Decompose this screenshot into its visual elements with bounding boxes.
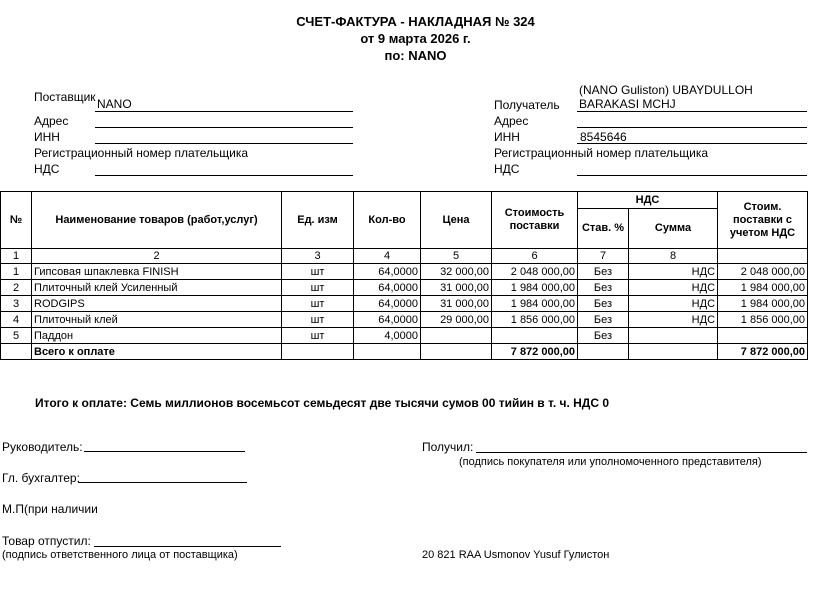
cell-total: 1 984 000,00 <box>718 296 808 312</box>
cell-rate: Без <box>578 312 629 328</box>
total-label: Всего к оплате <box>32 344 282 360</box>
header-vat-sum: Сумма <box>629 209 718 249</box>
cell-rate: Без <box>578 280 629 296</box>
cell-unit: шт <box>282 328 354 344</box>
header-vat-rate: Став. % <box>578 209 629 249</box>
director-sign-line <box>84 451 245 452</box>
recipient-name-line2: BARAKASI MCHJ <box>579 97 676 111</box>
total-row <box>1 344 808 360</box>
supplier-name: NANO <box>97 97 132 111</box>
total-empty <box>1 344 32 360</box>
col-number: 8 <box>629 249 718 264</box>
header-no: № <box>1 192 32 249</box>
cell-total: 1 984 000,00 <box>718 280 808 296</box>
total-with-vat: 7 872 000,00 <box>718 344 808 360</box>
supplier-reg-label: Регистрационный номер плательщика <box>34 146 249 160</box>
total-empty <box>421 344 492 360</box>
supplier-label: Поставщик <box>34 90 96 104</box>
cell-qty: 64,0000 <box>354 312 421 328</box>
cell-total: 1 856 000,00 <box>718 312 808 328</box>
released-sign-line <box>94 546 281 547</box>
total-empty <box>629 344 718 360</box>
supplier-nds-line <box>95 175 353 176</box>
cell-no: 4 <box>1 312 32 328</box>
director-label: Руководитель: <box>2 440 83 454</box>
cell-total <box>718 328 808 344</box>
cell-rate: Без <box>578 296 629 312</box>
recipient-inn-line <box>577 143 807 144</box>
total-empty <box>282 344 354 360</box>
header-unit: Ед. изм <box>282 192 354 249</box>
table-row <box>1 328 808 344</box>
cell-price: 32 000,00 <box>421 264 492 280</box>
col-number: 7 <box>578 249 629 264</box>
cell-name: RODGIPS <box>32 296 282 312</box>
header-price: Цена <box>421 192 492 249</box>
accountant-sign-line <box>78 482 247 483</box>
recipient-name-line1: (NANO Guliston) UBAYDULLOH <box>579 83 753 97</box>
cell-unit: шт <box>282 264 354 280</box>
cell-sum: НДС <box>629 264 718 280</box>
cell-rate: Без <box>578 264 629 280</box>
cell-price: 31 000,00 <box>421 296 492 312</box>
recipient-inn-label: ИНН <box>494 130 520 144</box>
invoice-title: СЧЕТ-ФАКТУРА - НАКЛАДНАЯ № 324 <box>296 14 535 29</box>
cell-unit: шт <box>282 312 354 328</box>
table-row <box>1 280 808 296</box>
cell-cost: 2 048 000,00 <box>492 264 578 280</box>
payment-summary: Итого к оплате: Семь миллионов восемьсот семьдесят две тысячи сумов 00 тийин в т. ч. НДС 0 <box>35 396 610 410</box>
total-empty <box>354 344 421 360</box>
cell-no: 3 <box>1 296 32 312</box>
col-number <box>718 249 808 264</box>
supplier-inn-label: ИНН <box>34 130 60 144</box>
received-note: (подпись покупателя или уполномоченного представителя) <box>459 456 762 468</box>
recipient-name-line <box>577 111 807 112</box>
header-total: Стоим. поставки с учетом НДС <box>718 192 808 249</box>
supplier-address-line <box>95 127 353 128</box>
supplier-inn-line <box>95 143 353 144</box>
stamp-label: М.П(при наличии <box>2 502 98 516</box>
invoice-date: от 9 марта 2026 г. <box>360 31 471 46</box>
table-row <box>1 264 808 280</box>
supplier-name-line <box>95 111 353 112</box>
total-cost: 7 872 000,00 <box>492 344 578 360</box>
recipient-label: Получатель <box>494 98 560 112</box>
cell-no: 5 <box>1 328 32 344</box>
recipient-nds-label: НДС <box>494 162 520 176</box>
cell-qty: 64,0000 <box>354 296 421 312</box>
recipient-reg-label: Регистрационный номер плательщика <box>494 146 709 160</box>
cell-no: 2 <box>1 280 32 296</box>
cell-sum: НДС <box>629 296 718 312</box>
cell-sum <box>629 328 718 344</box>
header-name: Наименование товаров (работ,услуг) <box>32 192 282 249</box>
cell-total: 2 048 000,00 <box>718 264 808 280</box>
table-row <box>1 312 808 328</box>
accountant-label: Гл. бухгалтер: <box>2 471 80 485</box>
cell-price: 29 000,00 <box>421 312 492 328</box>
recipient-inn-value: 8545646 <box>580 130 627 144</box>
cell-cost: 1 984 000,00 <box>492 296 578 312</box>
table-row <box>1 296 808 312</box>
received-sign-line <box>476 452 807 453</box>
cell-name: Гипсовая шпаклевка FINISH <box>32 264 282 280</box>
header-qty: Кол-во <box>354 192 421 249</box>
cell-rate: Без <box>578 328 629 344</box>
header-cost: Стоимость поставки <box>492 192 578 249</box>
cell-unit: шт <box>282 280 354 296</box>
cell-name: Паддон <box>32 328 282 344</box>
cell-sum: НДС <box>629 312 718 328</box>
cell-cost: 1 856 000,00 <box>492 312 578 328</box>
supplier-nds-label: НДС <box>34 162 60 176</box>
col-number: 1 <box>1 249 32 264</box>
recipient-address-line <box>577 127 807 128</box>
received-label: Получил: <box>422 440 474 454</box>
cell-qty: 64,0000 <box>354 264 421 280</box>
col-number: 6 <box>492 249 578 264</box>
recipient-address-label: Адрес <box>494 114 529 128</box>
total-empty <box>578 344 629 360</box>
header-vat: НДС <box>578 192 718 209</box>
col-number: 3 <box>282 249 354 264</box>
cell-name: Плиточный клей Усиленный <box>32 280 282 296</box>
supplier-address-label: Адрес <box>34 114 69 128</box>
cell-cost: 1 984 000,00 <box>492 280 578 296</box>
column-numbers-row <box>1 249 808 264</box>
cell-cost <box>492 328 578 344</box>
cell-unit: шт <box>282 296 354 312</box>
items-table <box>0 191 808 360</box>
col-number: 2 <box>32 249 282 264</box>
released-label: Товар отпустил: <box>2 534 91 548</box>
col-number: 5 <box>421 249 492 264</box>
cell-qty: 64,0000 <box>354 280 421 296</box>
cell-name: Плиточный клей <box>32 312 282 328</box>
cell-sum: НДС <box>629 280 718 296</box>
released-note: (подпись ответственного лица от поставщика) <box>2 549 238 561</box>
col-number: 4 <box>354 249 421 264</box>
cell-price <box>421 328 492 344</box>
recipient-nds-line <box>577 175 807 176</box>
footer-ref: 20 821 RAA Usmonov Yusuf Гулистон <box>422 549 610 561</box>
invoice-po: по: NANO <box>384 48 447 63</box>
cell-price: 31 000,00 <box>421 280 492 296</box>
cell-qty: 4,0000 <box>354 328 421 344</box>
cell-no: 1 <box>1 264 32 280</box>
